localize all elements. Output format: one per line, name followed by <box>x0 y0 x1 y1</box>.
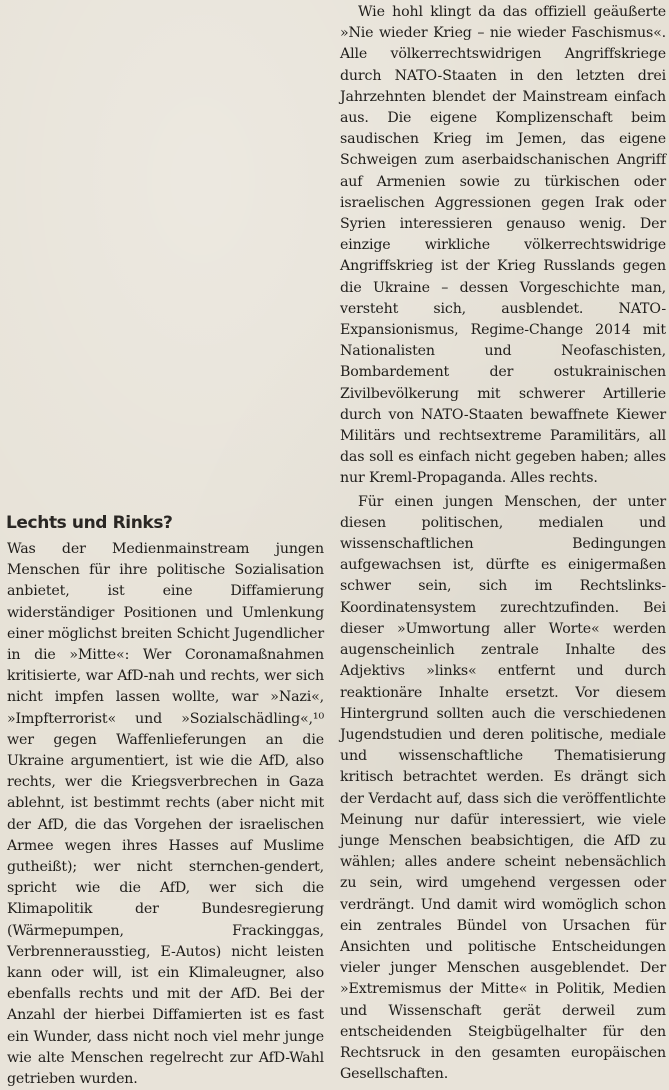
right-paragraph-1: Wie hohl klingt da das offiziell geäußerte »Nie wieder Krieg – nie wieder Faschismus«. Alle völkerrechtswidrigen Angriffskriege durch NATO-Staaten in den letzten drei Jahrzehnten blendet der Mainstream einfach aus. Die eigene Komplizenschaft beim saudischen Krieg im Jemen, das eigene Schweigen zum aserbaidschanischen Angriff auf Armenien sowie zu türkischen oder israelischen Aggressionen gegen Irak oder Syrien interessieren genauso wenig. Der einzige wirkliche völkerrechtswidrige Angriffskrieg ist der Krieg Russlands gegen die Ukraine – dessen Vorgeschichte man, versteht sich, ausblendet. NATO-Expansionismus, Regime-Change 2014 mit Nationalisten und Neofaschisten, Bombardement der ostukrainischen Zivilbevölkerung mit schwerer Artillerie durch von NATO-Staaten bewaffnete Kiewer Militärs und rechtsextreme Paramilitärs, all das soll es einfach nicht gegeben haben; alles nur Kreml-Propaganda. Alles rechts. <box>340 4 666 487</box>
right-column <box>340 2 666 1085</box>
left-paragraph: Was der Medienmainstream jungen Menschen für ihre politische Sozialisation anbietet, ist eine Diffamierung widerständiger Positionen und Umlenkung einer möglichst breiten Schicht Jugendlicher in die »Mitte«: Wer Coronamaßnahmen kritisierte, war AfD-nah und rechts, wer sich nicht impfen lassen wollte, war »Nazi«, »Impfterrorist« und »Sozialschädling«,¹⁰ wer gegen Waffenlieferungen an die Ukraine argumentiert, ist wie die AfD, also rechts, wer die Kriegsverbrechen in Gaza ablehnt, ist bestimmt rechts (aber nicht mit der AfD, die das Vorgehen der israelischen Armee wegen ihres Hasses auf Muslime gutheißt); wer nicht sternchen-gendert, spricht wie die AfD, wer sich die Klimapolitik der Bundesregierung (Wärmepumpen, Frackinggas, Verbrennerausstieg, E-Autos) nicht leisten kann oder will, ist ein Klimaleugner, also ebenfalls rechts und mit der AfD. Bei der Anzahl der hierbei Diffamierten ist es fast ein Wunder, dass nicht noch viel mehr junge wie alte Menschen regelrecht zur AfD-Wahl getrieben wurden. <box>7 541 324 1088</box>
section-heading: Lechts und Rinks? <box>6 513 173 533</box>
right-paragraph-2: Für einen jungen Menschen, der unter diesen politischen, medialen und wissenschaftlichen Bedingungen aufgewachsen ist, dürfte es einigermaßen schwer sein, sich im Rechtslinks-Koordinatensystem zurechtzufinden. Bei dieser »Umwortung aller Worte« werden augenscheinlich zentrale Inhalte des Adjektivs »links« entfernt und durch reaktionäre Inhalte ersetzt. Vor diesem Hintergrund sollten auch die verschiedenen Jugendstudien und deren politische, mediale und wissenschaftliche Thematisierung kritisch betrachtet werden. Es drängt sich der Verdacht auf, dass sich die veröffentlichte Meinung nur dafür interessiert, wie viele junge Menschen beabsichtigen, die AfD zu wählen; alles andere scheint nebensächlich zu sein, wird umgehend vergessen oder verdrängt. Und damit wird womöglich schon ein zentrales Bündel von Ursachen für Ansichten und politische Entscheidungen vieler junger Menschen ausgeblendet. Der »Extremismus der Mitte« in Politik, Medien und Wissenschaft gerät derweil zum entscheidenden Steigbügelhalter für den Rechtsruck in den gesamten europäischen Gesellschaften. <box>340 493 666 1083</box>
left-column <box>7 539 324 1090</box>
